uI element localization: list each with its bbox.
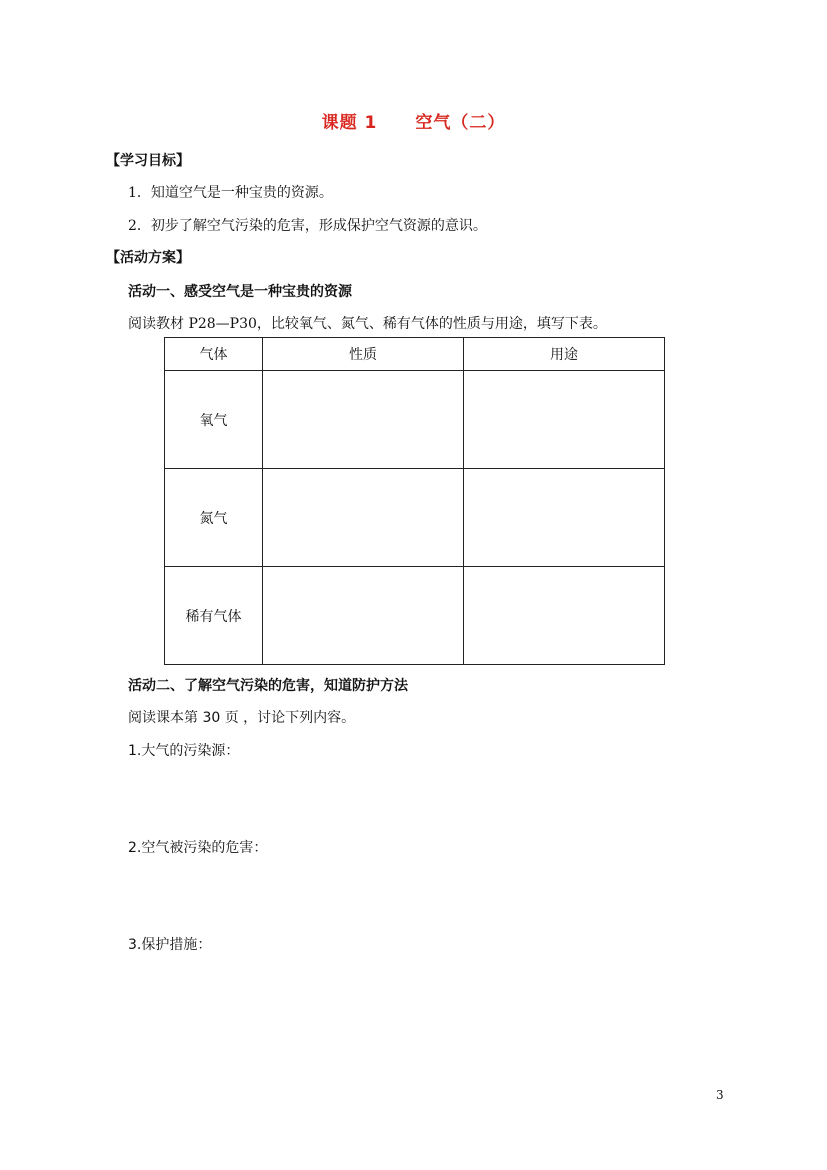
header-use: 用途 xyxy=(464,338,665,371)
table-row xyxy=(165,567,665,665)
table-row xyxy=(165,469,665,567)
plan-heading: 【活动方案】 xyxy=(106,250,190,266)
objective-item-1: 1．知道空气是一种宝贵的资源。 xyxy=(128,185,333,201)
lesson-topic: 空气（二） xyxy=(415,113,506,133)
header-gas: 气体 xyxy=(165,338,263,371)
lesson-number: 课题 1 xyxy=(321,113,378,133)
objectives-heading: 【学习目标】 xyxy=(106,153,190,169)
question-pollution-sources: 1.大气的污染源： xyxy=(128,743,240,759)
property-cell[interactable] xyxy=(263,469,464,567)
gas-comparison-table xyxy=(164,337,665,665)
activity1-title: 活动一、感受空气是一种宝贵的资源 xyxy=(128,284,352,300)
gas-name-cell: 氧气 xyxy=(165,371,263,469)
objective-item-2: 2．初步了解空气污染的危害，形成保护空气资源的意识。 xyxy=(128,218,487,234)
property-cell[interactable] xyxy=(263,371,464,469)
use-cell[interactable] xyxy=(464,567,665,665)
activity1-instruction: 阅读教材 P28—P30，比较氧气、氮气、稀有气体的性质与用途，填写下表。 xyxy=(128,316,607,332)
page-number: 3 xyxy=(716,1088,724,1102)
property-cell[interactable] xyxy=(263,567,464,665)
gas-name-cell: 氮气 xyxy=(165,469,263,567)
lesson-title xyxy=(0,108,827,133)
question-protection-measures: 3.保护措施： xyxy=(128,937,212,953)
question-pollution-harm: 2.空气被污染的危害： xyxy=(128,840,268,856)
use-cell[interactable] xyxy=(464,371,665,469)
header-property: 性质 xyxy=(263,338,464,371)
table-row xyxy=(165,371,665,469)
use-cell[interactable] xyxy=(464,469,665,567)
gas-name-cell: 稀有气体 xyxy=(165,567,263,665)
table-header-row xyxy=(165,338,665,371)
activity2-instruction: 阅读课本第 30 页 ，讨论下列内容。 xyxy=(128,710,356,726)
activity2-title: 活动二、了解空气污染的危害，知道防护方法 xyxy=(128,678,408,694)
